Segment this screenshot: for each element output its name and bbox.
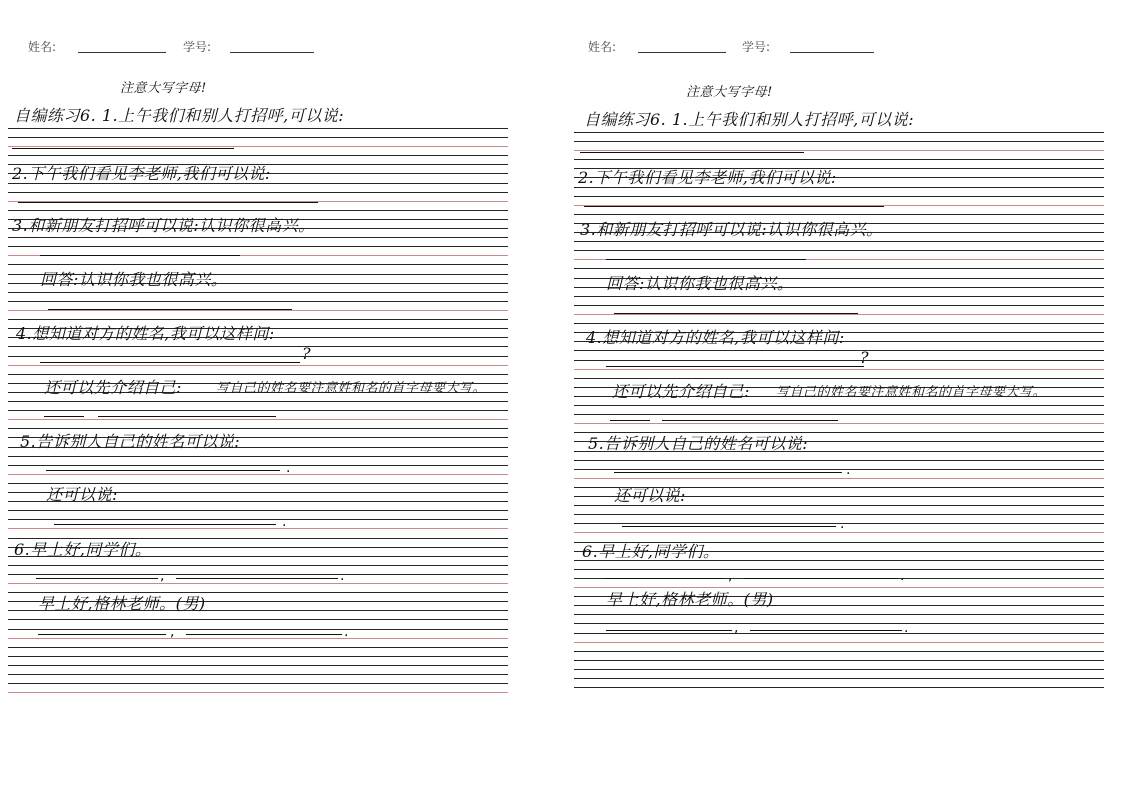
- ruled-line: [8, 146, 508, 147]
- answer-blank-6b: [744, 578, 898, 579]
- ruled-line: [8, 510, 508, 511]
- ruled-line: [8, 638, 508, 639]
- ruled-line: [574, 623, 1104, 624]
- ruled-line: [574, 505, 1104, 506]
- ruled-line: [8, 619, 508, 620]
- ruled-line: [574, 432, 1104, 433]
- ruled-line: [574, 669, 1104, 670]
- name-label: 姓名:: [28, 40, 57, 54]
- ruled-line: [574, 323, 1104, 324]
- answer-blank-6c: [606, 630, 732, 631]
- period-mark: .: [904, 620, 909, 636]
- ruled-line: [8, 237, 508, 238]
- answer-blank-3: [40, 255, 240, 256]
- answer-blank-3: [606, 259, 806, 260]
- question-5: 5.告诉别人自己的姓名可以说:: [588, 434, 809, 453]
- ruled-line: [574, 214, 1104, 215]
- period-mark: .: [340, 568, 345, 584]
- ruled-line: [8, 674, 508, 675]
- answer-blank-4b: [662, 420, 838, 421]
- answer-blank-5b: [54, 524, 276, 525]
- ruled-line: [8, 310, 508, 311]
- question-6b: 早上好,格林老师。(男): [38, 594, 206, 613]
- ruled-line: [8, 356, 508, 357]
- ruled-line: [8, 474, 508, 475]
- answer-blank-4b: [98, 416, 276, 417]
- question-1: 自编练习6. 1.上午我们和别人打招呼,可以说:: [584, 110, 915, 129]
- ruled-line: [8, 665, 508, 666]
- ruled-line: [8, 192, 508, 193]
- question-6: 6.早上好,同学们。: [582, 542, 720, 561]
- question-3: 3.和新朋友打招呼可以说:认识你很高兴。: [12, 216, 315, 235]
- question-6b: 早上好,格林老师。(男): [606, 590, 774, 609]
- ruled-line: [574, 532, 1104, 533]
- question-5: 5.告诉别人自己的姓名可以说:: [20, 432, 241, 451]
- period-mark: .: [286, 460, 291, 476]
- ruled-line: [8, 319, 508, 320]
- ruled-line: [574, 523, 1104, 524]
- ruled-line: [574, 360, 1104, 361]
- question-3: 3.和新朋友打招呼可以说:认识你很高兴。: [580, 220, 883, 239]
- ruled-line: [8, 264, 508, 265]
- question-mark: ?: [860, 348, 870, 367]
- ruled-line: [8, 583, 508, 584]
- answer-blank-2: [18, 202, 318, 203]
- question-4: 4.想知道对方的姓名,我可以这样问:: [586, 328, 845, 347]
- answer-blank-5b: [622, 526, 836, 527]
- ruled-line: [8, 565, 508, 566]
- ruled-line: [574, 378, 1104, 379]
- period-mark: .: [840, 516, 845, 532]
- ruled-line: [574, 460, 1104, 461]
- ruled-line: [574, 478, 1104, 479]
- question-4: 4.想知道对方的姓名,我可以这样问:: [16, 324, 275, 343]
- ruled-line: [8, 456, 508, 457]
- ruled-line: [8, 137, 508, 138]
- question-4-extra: 还可以先介绍自己:: [612, 382, 750, 401]
- ruled-line: [8, 419, 508, 420]
- answer-blank-6a: [604, 578, 724, 579]
- name-line: [638, 52, 726, 53]
- answer-blank-6c: [38, 634, 166, 635]
- answer-blank-4a: [610, 420, 650, 421]
- ruled-line: [8, 183, 508, 184]
- ruled-line: [8, 401, 508, 402]
- ruled-line: [8, 346, 508, 347]
- ruled-line: [574, 687, 1104, 688]
- ruled-line: [574, 314, 1104, 315]
- ruled-line: [8, 574, 508, 575]
- ruled-line: [8, 629, 508, 630]
- ruled-line: [574, 305, 1104, 306]
- ruled-line: [574, 187, 1104, 188]
- question-4-note: 写自己的姓名要注意姓和名的首字母要大写。: [776, 385, 1047, 400]
- ruled-line: [8, 246, 508, 247]
- ruled-line: [574, 405, 1104, 406]
- ruled-line: [574, 423, 1104, 424]
- question-3-answer: 回答:认识你我也很高兴。: [40, 270, 228, 289]
- name-line: [78, 52, 166, 53]
- ruled-line: [8, 292, 508, 293]
- answer-blank-6d: [750, 630, 902, 631]
- answer-blank-4: [606, 366, 864, 367]
- ruled-line: [574, 569, 1104, 570]
- ruled-line: [574, 469, 1104, 470]
- answer-blank-2: [584, 206, 884, 207]
- answer-blank-5: [614, 472, 842, 473]
- answer-blank-1: [580, 152, 804, 153]
- ruled-line: [8, 365, 508, 366]
- comma-mark: ,: [734, 620, 739, 636]
- question-2: 2.下午我们看见李老师,我们可以说:: [578, 168, 837, 187]
- answer-blank-6d: [186, 634, 342, 635]
- ruled-line: [8, 592, 508, 593]
- ruled-line: [8, 647, 508, 648]
- ruled-line: [8, 692, 508, 693]
- ruled-line: [8, 465, 508, 466]
- ruled-line: [8, 483, 508, 484]
- comma-mark: ,: [170, 624, 175, 640]
- question-1: 自编练习6. 1.上午我们和别人打招呼,可以说:: [14, 106, 345, 125]
- question-mark: ?: [302, 344, 312, 363]
- ruled-line: [8, 374, 508, 375]
- ruled-line: [574, 587, 1104, 588]
- ruled-line: [574, 514, 1104, 515]
- ruled-line: [8, 301, 508, 302]
- answer-blank-1: [12, 148, 234, 149]
- comma-mark: ,: [160, 568, 165, 584]
- question-4-extra: 还可以先介绍自己:: [44, 378, 182, 397]
- note-capital-letters: 注意大写字母!: [686, 85, 773, 100]
- ruled-line: [574, 296, 1104, 297]
- ruled-line: [574, 651, 1104, 652]
- question-4-note: 写自己的姓名要注意姓和名的首字母要大写。: [216, 381, 487, 396]
- student-id-label: 学号:: [183, 40, 212, 54]
- comma-mark: ,: [728, 568, 733, 584]
- ruled-line: [8, 210, 508, 211]
- ruled-line: [574, 250, 1104, 251]
- ruled-line: [574, 414, 1104, 415]
- period-mark: .: [344, 624, 349, 640]
- period-mark: .: [282, 514, 287, 530]
- student-id-label: 学号:: [742, 40, 771, 54]
- ruled-line: [574, 159, 1104, 160]
- question-5-also: 还可以说:: [46, 485, 118, 504]
- answer-blank-6a: [36, 578, 158, 579]
- answer-blank-4: [40, 362, 300, 363]
- ruled-line: [574, 633, 1104, 634]
- note-capital-letters: 注意大写字母!: [120, 81, 207, 96]
- answer-blank-4a: [44, 416, 84, 417]
- answer-blank-6b: [176, 578, 338, 579]
- worksheet-page-left: [0, 0, 520, 793]
- name-label: 姓名:: [588, 40, 617, 54]
- period-mark: .: [846, 462, 851, 478]
- ruled-line: [8, 528, 508, 529]
- answer-blank-3b: [48, 309, 292, 310]
- worksheet-page-right: [566, 0, 1106, 793]
- question-5-also: 还可以说:: [614, 486, 686, 505]
- student-id-line: [790, 52, 874, 53]
- ruled-line: [574, 678, 1104, 679]
- question-6: 6.早上好,同学们。: [14, 540, 152, 559]
- answer-blank-3b: [614, 313, 858, 314]
- ruled-line: [8, 519, 508, 520]
- question-2: 2.下午我们看见李老师,我们可以说:: [12, 164, 271, 183]
- ruled-line: [574, 350, 1104, 351]
- ruled-line: [8, 538, 508, 539]
- ruled-line: [8, 155, 508, 156]
- answer-blank-5: [46, 470, 280, 471]
- ruled-line: [574, 241, 1104, 242]
- question-3-answer: 回答:认识你我也很高兴。: [606, 274, 794, 293]
- ruled-line: [574, 614, 1104, 615]
- ruled-line: [8, 683, 508, 684]
- ruled-line: [8, 128, 508, 129]
- period-mark: .: [900, 568, 905, 584]
- ruled-line: [574, 150, 1104, 151]
- ruled-line: [574, 660, 1104, 661]
- ruled-line: [574, 132, 1104, 133]
- ruled-line: [8, 410, 508, 411]
- ruled-line: [574, 268, 1104, 269]
- ruled-line: [574, 196, 1104, 197]
- ruled-line: [8, 656, 508, 657]
- ruled-line: [574, 369, 1104, 370]
- ruled-line: [8, 428, 508, 429]
- ruled-line: [574, 141, 1104, 142]
- student-id-line: [230, 52, 314, 53]
- ruled-line: [574, 642, 1104, 643]
